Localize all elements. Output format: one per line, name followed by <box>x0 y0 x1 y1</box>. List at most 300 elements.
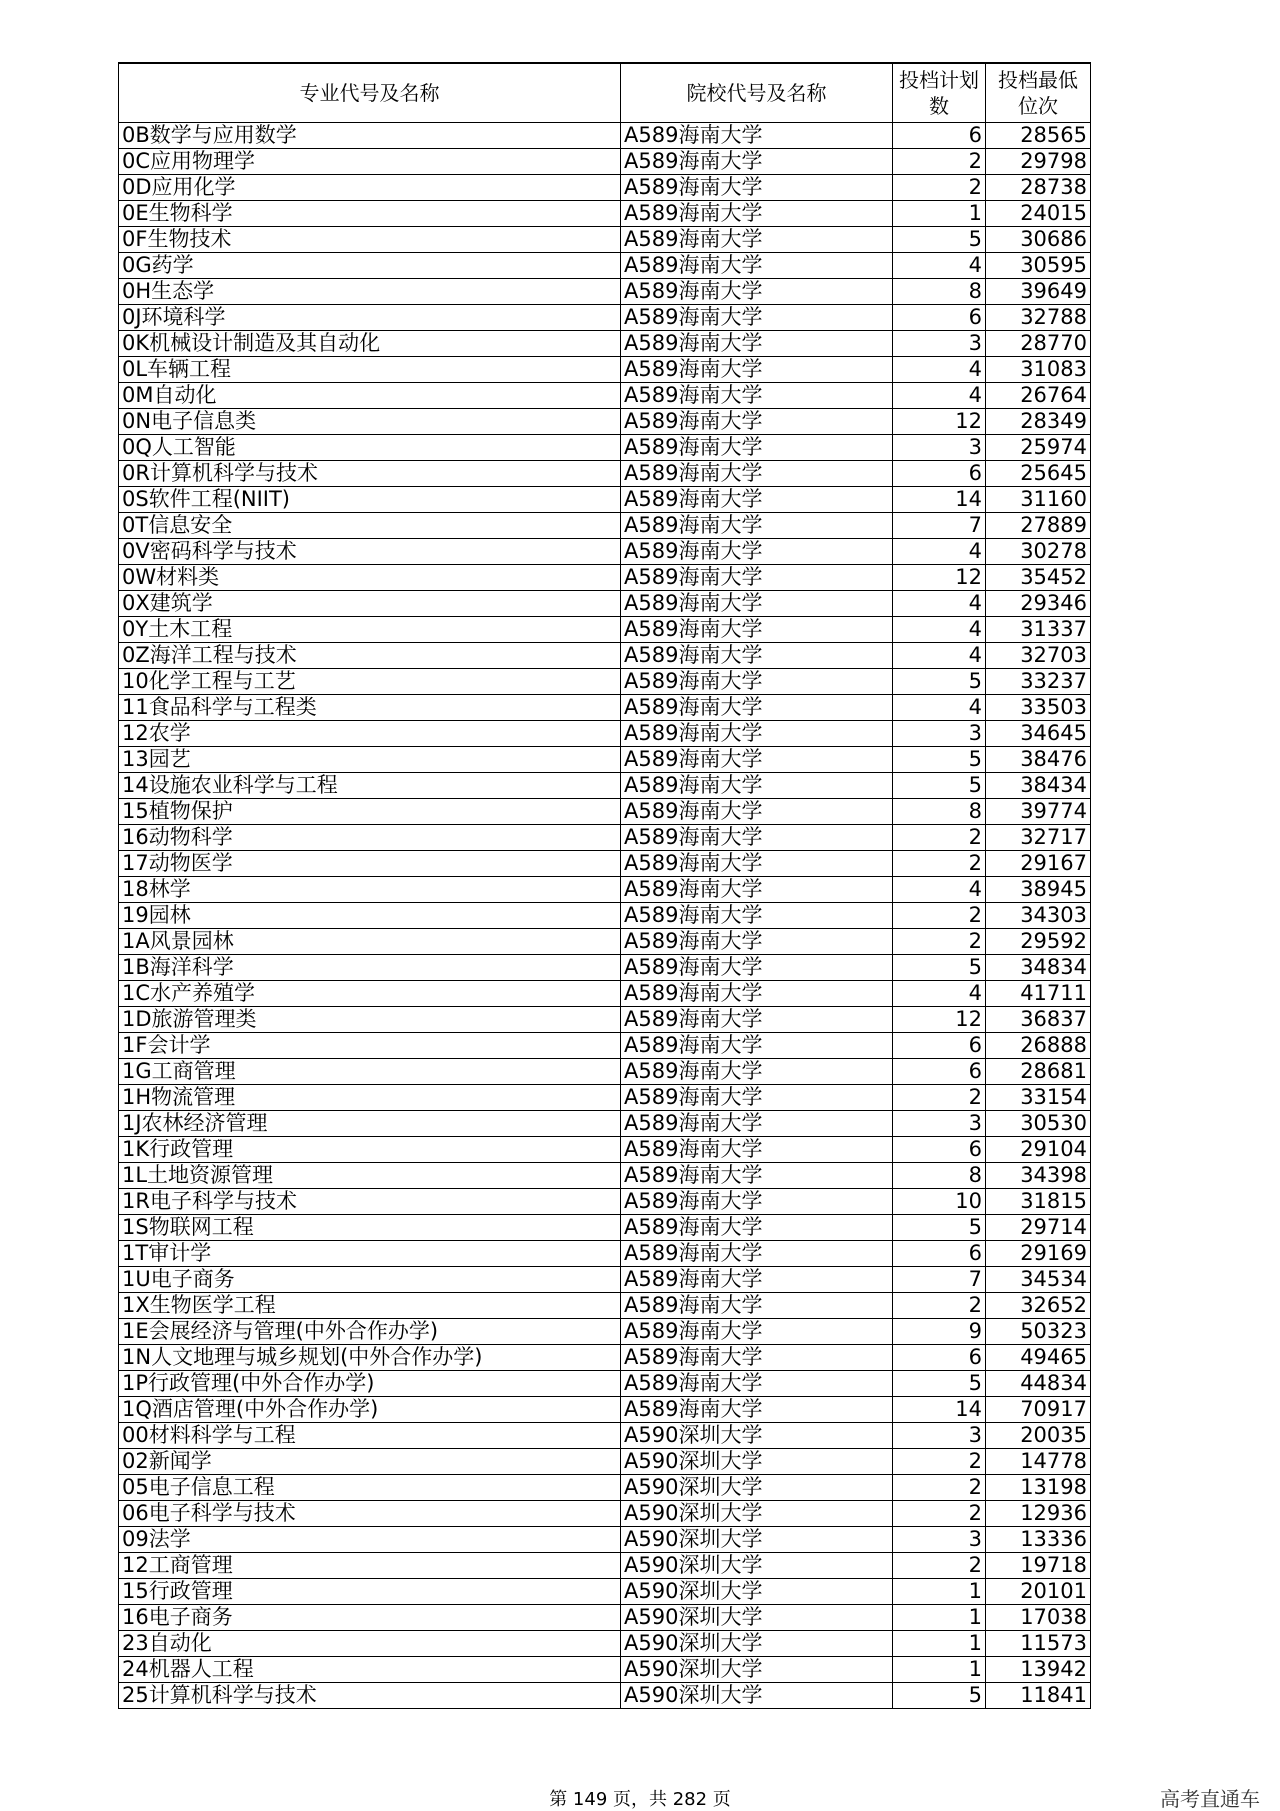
cell-major: 1L土地资源管理 <box>119 1163 621 1189</box>
cell-major: 02新闻学 <box>119 1449 621 1475</box>
cell-major: 18林学 <box>119 877 621 903</box>
cell-plan: 5 <box>893 669 986 695</box>
cell-rank: 29169 <box>986 1241 1091 1267</box>
cell-school: A590深圳大学 <box>621 1475 893 1501</box>
cell-rank: 70917 <box>986 1397 1091 1423</box>
cell-major: 10化学工程与工艺 <box>119 669 621 695</box>
cell-major: 1H物流管理 <box>119 1085 621 1111</box>
cell-plan: 4 <box>893 981 986 1007</box>
cell-major: 19园林 <box>119 903 621 929</box>
cell-school: A589海南大学 <box>621 487 893 513</box>
cell-rank: 28770 <box>986 331 1091 357</box>
cell-rank: 44834 <box>986 1371 1091 1397</box>
cell-plan: 2 <box>893 1085 986 1111</box>
table-row <box>119 1163 1091 1189</box>
cell-rank: 41711 <box>986 981 1091 1007</box>
page-footer <box>0 1787 1280 1811</box>
cell-school: A590深圳大学 <box>621 1605 893 1631</box>
table-row <box>119 461 1091 487</box>
cell-rank: 20035 <box>986 1423 1091 1449</box>
cell-school: A589海南大学 <box>621 903 893 929</box>
cell-rank: 38434 <box>986 773 1091 799</box>
cell-rank: 11841 <box>986 1683 1091 1709</box>
cell-school: A590深圳大学 <box>621 1553 893 1579</box>
cell-major: 14设施农业科学与工程 <box>119 773 621 799</box>
header-major: 专业代号及名称 <box>119 63 621 123</box>
table-row <box>119 695 1091 721</box>
cell-major: 25计算机科学与技术 <box>119 1683 621 1709</box>
table-row <box>119 1319 1091 1345</box>
table-row <box>119 1267 1091 1293</box>
table-row <box>119 1397 1091 1423</box>
cell-major: 1J农林经济管理 <box>119 1111 621 1137</box>
cell-rank: 24015 <box>986 201 1091 227</box>
cell-major: 16动物科学 <box>119 825 621 851</box>
cell-school: A589海南大学 <box>621 513 893 539</box>
table-row <box>119 1345 1091 1371</box>
cell-rank: 31083 <box>986 357 1091 383</box>
cell-school: A589海南大学 <box>621 565 893 591</box>
cell-school: A590深圳大学 <box>621 1423 893 1449</box>
cell-major: 23自动化 <box>119 1631 621 1657</box>
cell-rank: 17038 <box>986 1605 1091 1631</box>
cell-plan: 1 <box>893 1657 986 1683</box>
table-row <box>119 1501 1091 1527</box>
cell-school: A589海南大学 <box>621 1033 893 1059</box>
cell-plan: 5 <box>893 1683 986 1709</box>
cell-plan: 6 <box>893 461 986 487</box>
table-row <box>119 149 1091 175</box>
cell-school: A589海南大学 <box>621 617 893 643</box>
cell-rank: 50323 <box>986 1319 1091 1345</box>
cell-major: 1Q酒店管理(中外合作办学) <box>119 1397 621 1423</box>
table-row <box>119 955 1091 981</box>
cell-rank: 26888 <box>986 1033 1091 1059</box>
cell-school: A589海南大学 <box>621 357 893 383</box>
cell-rank: 19718 <box>986 1553 1091 1579</box>
cell-major: 0B数学与应用数学 <box>119 123 621 149</box>
cell-major: 11食品科学与工程类 <box>119 695 621 721</box>
cell-school: A589海南大学 <box>621 929 893 955</box>
cell-major: 0R计算机科学与技术 <box>119 461 621 487</box>
cell-plan: 2 <box>893 929 986 955</box>
cell-plan: 3 <box>893 1423 986 1449</box>
cell-major: 0L车辆工程 <box>119 357 621 383</box>
cell-school: A590深圳大学 <box>621 1657 893 1683</box>
cell-major: 0W材料类 <box>119 565 621 591</box>
cell-major: 13园艺 <box>119 747 621 773</box>
cell-plan: 6 <box>893 1137 986 1163</box>
cell-school: A590深圳大学 <box>621 1501 893 1527</box>
cell-plan: 12 <box>893 409 986 435</box>
cell-school: A590深圳大学 <box>621 1449 893 1475</box>
cell-school: A589海南大学 <box>621 1163 893 1189</box>
cell-school: A589海南大学 <box>621 851 893 877</box>
cell-rank: 39774 <box>986 799 1091 825</box>
cell-rank: 14778 <box>986 1449 1091 1475</box>
cell-school: A589海南大学 <box>621 1267 893 1293</box>
cell-school: A589海南大学 <box>621 1007 893 1033</box>
page-number-text: 第 149 页，共 282 页 <box>549 1789 731 1810</box>
cell-plan: 2 <box>893 851 986 877</box>
cell-school: A589海南大学 <box>621 1111 893 1137</box>
cell-major: 1F会计学 <box>119 1033 621 1059</box>
cell-plan: 12 <box>893 565 986 591</box>
cell-rank: 35452 <box>986 565 1091 591</box>
cell-school: A589海南大学 <box>621 747 893 773</box>
cell-rank: 28565 <box>986 123 1091 149</box>
cell-rank: 38945 <box>986 877 1091 903</box>
cell-major: 0C应用物理学 <box>119 149 621 175</box>
table-row <box>119 1215 1091 1241</box>
cell-rank: 13198 <box>986 1475 1091 1501</box>
cell-major: 0Q人工智能 <box>119 435 621 461</box>
cell-plan: 4 <box>893 877 986 903</box>
cell-plan: 14 <box>893 1397 986 1423</box>
table-row <box>119 1657 1091 1683</box>
cell-rank: 38476 <box>986 747 1091 773</box>
table-row <box>119 1033 1091 1059</box>
cell-major: 1D旅游管理类 <box>119 1007 621 1033</box>
table-row <box>119 903 1091 929</box>
cell-rank: 13336 <box>986 1527 1091 1553</box>
cell-major: 17动物医学 <box>119 851 621 877</box>
cell-plan: 4 <box>893 357 986 383</box>
cell-rank: 34645 <box>986 721 1091 747</box>
cell-major: 15行政管理 <box>119 1579 621 1605</box>
table-row <box>119 1137 1091 1163</box>
cell-rank: 29346 <box>986 591 1091 617</box>
cell-school: A589海南大学 <box>621 383 893 409</box>
cell-major: 1A风景园林 <box>119 929 621 955</box>
table-row <box>119 227 1091 253</box>
cell-plan: 2 <box>893 1449 986 1475</box>
cell-plan: 2 <box>893 175 986 201</box>
cell-plan: 8 <box>893 799 986 825</box>
table-row <box>119 1085 1091 1111</box>
cell-plan: 1 <box>893 1631 986 1657</box>
cell-plan: 2 <box>893 1293 986 1319</box>
table-row <box>119 305 1091 331</box>
cell-school: A590深圳大学 <box>621 1579 893 1605</box>
cell-school: A589海南大学 <box>621 1189 893 1215</box>
table-row <box>119 1059 1091 1085</box>
table-row <box>119 565 1091 591</box>
cell-major: 16电子商务 <box>119 1605 621 1631</box>
table-row <box>119 981 1091 1007</box>
cell-rank: 32788 <box>986 305 1091 331</box>
table-row <box>119 1189 1091 1215</box>
cell-rank: 13942 <box>986 1657 1091 1683</box>
cell-plan: 2 <box>893 149 986 175</box>
table-row <box>119 1423 1091 1449</box>
cell-major: 0Z海洋工程与技术 <box>119 643 621 669</box>
cell-rank: 29592 <box>986 929 1091 955</box>
cell-plan: 7 <box>893 513 986 539</box>
cell-rank: 27889 <box>986 513 1091 539</box>
cell-major: 1P行政管理(中外合作办学) <box>119 1371 621 1397</box>
cell-major: 0N电子信息类 <box>119 409 621 435</box>
cell-school: A589海南大学 <box>621 253 893 279</box>
cell-plan: 12 <box>893 1007 986 1033</box>
cell-school: A589海南大学 <box>621 461 893 487</box>
table-row <box>119 1631 1091 1657</box>
admission-table <box>118 62 1091 1709</box>
cell-school: A589海南大学 <box>621 825 893 851</box>
cell-school: A589海南大学 <box>621 669 893 695</box>
table-row <box>119 487 1091 513</box>
cell-school: A589海南大学 <box>621 643 893 669</box>
table-row <box>119 1475 1091 1501</box>
cell-plan: 3 <box>893 721 986 747</box>
table-row <box>119 1241 1091 1267</box>
cell-major: 0T信息安全 <box>119 513 621 539</box>
cell-major: 1S物联网工程 <box>119 1215 621 1241</box>
table-row <box>119 253 1091 279</box>
cell-plan: 6 <box>893 1241 986 1267</box>
header-rank: 投档最低位次 <box>986 63 1091 123</box>
cell-rank: 29167 <box>986 851 1091 877</box>
cell-rank: 39649 <box>986 279 1091 305</box>
table-row <box>119 279 1091 305</box>
cell-rank: 31815 <box>986 1189 1091 1215</box>
table-row <box>119 123 1091 149</box>
cell-plan: 14 <box>893 487 986 513</box>
cell-major: 12农学 <box>119 721 621 747</box>
cell-plan: 4 <box>893 643 986 669</box>
cell-major: 1X生物医学工程 <box>119 1293 621 1319</box>
cell-school: A590深圳大学 <box>621 1683 893 1709</box>
cell-rank: 49465 <box>986 1345 1091 1371</box>
cell-school: A589海南大学 <box>621 227 893 253</box>
table-row <box>119 435 1091 461</box>
cell-rank: 31160 <box>986 487 1091 513</box>
cell-school: A589海南大学 <box>621 175 893 201</box>
cell-rank: 25645 <box>986 461 1091 487</box>
cell-school: A589海南大学 <box>621 279 893 305</box>
cell-plan: 1 <box>893 1605 986 1631</box>
cell-rank: 11573 <box>986 1631 1091 1657</box>
cell-major: 12工商管理 <box>119 1553 621 1579</box>
cell-plan: 5 <box>893 1215 986 1241</box>
cell-major: 0F生物技术 <box>119 227 621 253</box>
cell-major: 0D应用化学 <box>119 175 621 201</box>
table-row <box>119 877 1091 903</box>
cell-school: A589海南大学 <box>621 955 893 981</box>
cell-major: 1B海洋科学 <box>119 955 621 981</box>
cell-school: A589海南大学 <box>621 877 893 903</box>
cell-school: A589海南大学 <box>621 799 893 825</box>
cell-rank: 30530 <box>986 1111 1091 1137</box>
cell-school: A589海南大学 <box>621 1397 893 1423</box>
cell-school: A589海南大学 <box>621 123 893 149</box>
cell-school: A589海南大学 <box>621 721 893 747</box>
cell-plan: 3 <box>893 331 986 357</box>
cell-plan: 2 <box>893 1475 986 1501</box>
table-row <box>119 929 1091 955</box>
cell-rank: 34303 <box>986 903 1091 929</box>
cell-major: 0S软件工程(NIIT) <box>119 487 621 513</box>
cell-rank: 28738 <box>986 175 1091 201</box>
table-row <box>119 201 1091 227</box>
table-row <box>119 409 1091 435</box>
cell-plan: 1 <box>893 201 986 227</box>
cell-school: A589海南大学 <box>621 435 893 461</box>
cell-rank: 30686 <box>986 227 1091 253</box>
cell-school: A589海南大学 <box>621 591 893 617</box>
cell-plan: 5 <box>893 227 986 253</box>
cell-plan: 4 <box>893 617 986 643</box>
table-row <box>119 1371 1091 1397</box>
cell-school: A589海南大学 <box>621 305 893 331</box>
cell-school: A589海南大学 <box>621 1345 893 1371</box>
cell-school: A590深圳大学 <box>621 1631 893 1657</box>
cell-major: 1K行政管理 <box>119 1137 621 1163</box>
cell-major: 0E生物科学 <box>119 201 621 227</box>
cell-major: 0K机械设计制造及其自动化 <box>119 331 621 357</box>
cell-rank: 34398 <box>986 1163 1091 1189</box>
cell-plan: 10 <box>893 1189 986 1215</box>
table-row <box>119 331 1091 357</box>
cell-plan: 5 <box>893 747 986 773</box>
cell-plan: 7 <box>893 1267 986 1293</box>
cell-rank: 32652 <box>986 1293 1091 1319</box>
cell-plan: 4 <box>893 695 986 721</box>
cell-plan: 2 <box>893 825 986 851</box>
cell-school: A589海南大学 <box>621 1293 893 1319</box>
cell-plan: 3 <box>893 1111 986 1137</box>
cell-school: A589海南大学 <box>621 149 893 175</box>
cell-rank: 32717 <box>986 825 1091 851</box>
cell-major: 1G工商管理 <box>119 1059 621 1085</box>
cell-plan: 3 <box>893 1527 986 1553</box>
cell-rank: 28681 <box>986 1059 1091 1085</box>
table-header <box>119 63 1091 123</box>
cell-rank: 12936 <box>986 1501 1091 1527</box>
cell-rank: 33503 <box>986 695 1091 721</box>
cell-major: 0H生态学 <box>119 279 621 305</box>
cell-rank: 28349 <box>986 409 1091 435</box>
cell-plan: 6 <box>893 1033 986 1059</box>
cell-rank: 20101 <box>986 1579 1091 1605</box>
cell-rank: 25974 <box>986 435 1091 461</box>
table-row <box>119 1527 1091 1553</box>
table-row <box>119 1683 1091 1709</box>
table-row <box>119 1293 1091 1319</box>
table-row <box>119 175 1091 201</box>
table-row <box>119 1007 1091 1033</box>
cell-major: 09法学 <box>119 1527 621 1553</box>
cell-school: A589海南大学 <box>621 409 893 435</box>
table-row <box>119 1111 1091 1137</box>
cell-school: A589海南大学 <box>621 981 893 1007</box>
cell-rank: 34834 <box>986 955 1091 981</box>
cell-plan: 4 <box>893 383 986 409</box>
cell-plan: 3 <box>893 435 986 461</box>
cell-school: A589海南大学 <box>621 331 893 357</box>
table-row <box>119 669 1091 695</box>
cell-school: A589海南大学 <box>621 1319 893 1345</box>
table-row <box>119 747 1091 773</box>
cell-major: 1T审计学 <box>119 1241 621 1267</box>
cell-major: 0M自动化 <box>119 383 621 409</box>
cell-plan: 5 <box>893 773 986 799</box>
cell-plan: 6 <box>893 1345 986 1371</box>
table-row <box>119 1579 1091 1605</box>
cell-plan: 2 <box>893 903 986 929</box>
cell-major: 05电子信息工程 <box>119 1475 621 1501</box>
table-row <box>119 773 1091 799</box>
cell-major: 0X建筑学 <box>119 591 621 617</box>
cell-rank: 31337 <box>986 617 1091 643</box>
table-row <box>119 513 1091 539</box>
cell-major: 1C水产养殖学 <box>119 981 621 1007</box>
table-row <box>119 357 1091 383</box>
cell-school: A589海南大学 <box>621 1059 893 1085</box>
cell-school: A589海南大学 <box>621 773 893 799</box>
cell-plan: 4 <box>893 253 986 279</box>
cell-rank: 29798 <box>986 149 1091 175</box>
cell-plan: 4 <box>893 591 986 617</box>
cell-rank: 29104 <box>986 1137 1091 1163</box>
cell-school: A589海南大学 <box>621 1085 893 1111</box>
cell-major: 1R电子科学与技术 <box>119 1189 621 1215</box>
cell-rank: 32703 <box>986 643 1091 669</box>
cell-school: A589海南大学 <box>621 1371 893 1397</box>
cell-plan: 2 <box>893 1553 986 1579</box>
cell-school: A589海南大学 <box>621 695 893 721</box>
cell-rank: 30595 <box>986 253 1091 279</box>
cell-school: A589海南大学 <box>621 201 893 227</box>
cell-rank: 29714 <box>986 1215 1091 1241</box>
cell-plan: 6 <box>893 305 986 331</box>
cell-plan: 8 <box>893 1163 986 1189</box>
cell-plan: 8 <box>893 279 986 305</box>
cell-plan: 6 <box>893 1059 986 1085</box>
table-row <box>119 721 1091 747</box>
cell-plan: 5 <box>893 955 986 981</box>
cell-plan: 4 <box>893 539 986 565</box>
cell-major: 0J环境科学 <box>119 305 621 331</box>
cell-rank: 26764 <box>986 383 1091 409</box>
table-row <box>119 1449 1091 1475</box>
cell-major: 00材料科学与工程 <box>119 1423 621 1449</box>
cell-plan: 5 <box>893 1371 986 1397</box>
cell-rank: 34534 <box>986 1267 1091 1293</box>
cell-major: 1U电子商务 <box>119 1267 621 1293</box>
cell-plan: 1 <box>893 1579 986 1605</box>
table-row <box>119 851 1091 877</box>
header-plan: 投档计划数 <box>893 63 986 123</box>
cell-school: A589海南大学 <box>621 1241 893 1267</box>
cell-major: 0G药学 <box>119 253 621 279</box>
cell-plan: 6 <box>893 123 986 149</box>
cell-school: A589海南大学 <box>621 1215 893 1241</box>
cell-school: A589海南大学 <box>621 539 893 565</box>
table-row <box>119 617 1091 643</box>
table-row <box>119 825 1091 851</box>
cell-major: 24机器人工程 <box>119 1657 621 1683</box>
table-row <box>119 1553 1091 1579</box>
cell-major: 1N人文地理与城乡规划(中外合作办学) <box>119 1345 621 1371</box>
table-row <box>119 799 1091 825</box>
watermark: 高考直通车 <box>1160 1787 1260 1811</box>
cell-school: A590深圳大学 <box>621 1527 893 1553</box>
cell-major: 0Y土木工程 <box>119 617 621 643</box>
cell-rank: 33237 <box>986 669 1091 695</box>
table-body <box>119 123 1091 1709</box>
cell-plan: 2 <box>893 1501 986 1527</box>
